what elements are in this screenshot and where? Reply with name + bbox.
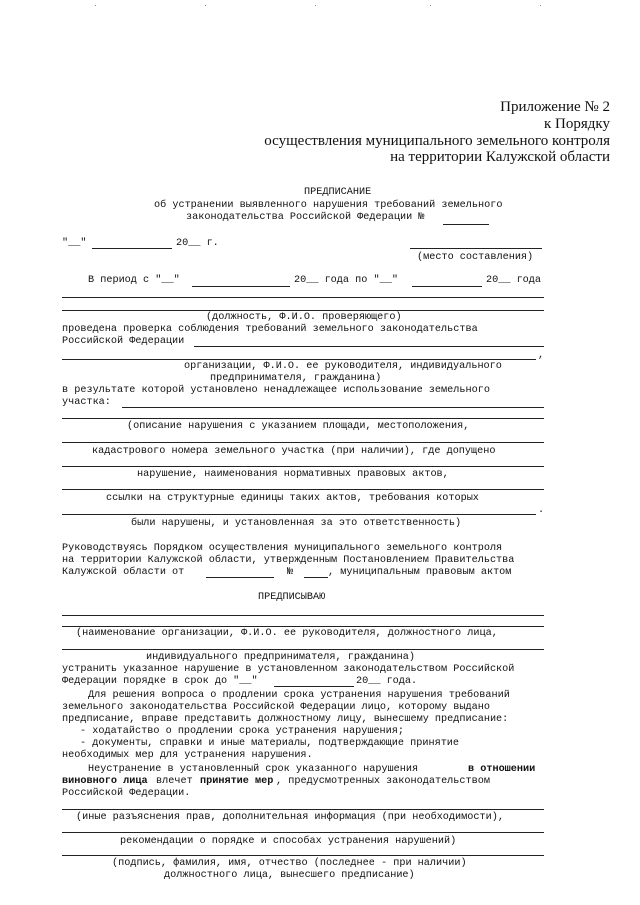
failure-text-1a: Неустранение в установленный срок указанного нарушения xyxy=(88,764,419,775)
extension-text-2: земельного законодательства Российской Федерации лицо, которому выдано xyxy=(62,702,490,713)
failure-text-2d: , предусмотренных законодательством xyxy=(276,776,490,787)
guided-date-blank xyxy=(206,577,274,578)
checked-text-1: проведена проверка соблюдения требований земельного законодательства xyxy=(62,324,478,335)
violation-line-5 xyxy=(62,489,544,490)
footer-caption-3: (подпись, фамилия, имя, отчество (последнее - при наличии) xyxy=(112,858,467,869)
checked-text-2: Российской Федерации xyxy=(62,336,185,347)
prescribe-line-3 xyxy=(62,649,544,650)
org-comma: , xyxy=(538,350,545,361)
guided-number-blank xyxy=(304,577,328,578)
footer-caption-4: должностного лица, вынесшего предписание) xyxy=(164,870,415,881)
period-month1-blank xyxy=(192,286,290,287)
eliminate-text-1: устранить указанное нарушение в установленном законодательством Российской xyxy=(62,664,515,675)
desc-caption-1: (описание нарушения с указанием площади, местоположения, xyxy=(127,421,470,432)
failure-text-2b: влечет xyxy=(156,776,193,787)
date-month-blank xyxy=(92,248,172,249)
extension-bullet-2: - документы, справки и иные материалы, подтверждающие принятие xyxy=(80,738,460,749)
header-to-procedure: к Порядку xyxy=(544,116,610,132)
desc-caption-4: ссылки на структурные единицы таких актов, требования которых xyxy=(106,493,479,504)
org-caption-2: предпринимателя, гражданина) xyxy=(210,373,382,384)
scan-speck xyxy=(205,5,206,6)
failure-text-3: Российской Федерации. xyxy=(62,788,191,799)
doc-title: ПРЕДПИСАНИЕ xyxy=(304,187,372,198)
desc-caption-3: нарушение, наименования нормативных правовых актов, xyxy=(137,469,449,480)
scan-speck xyxy=(430,5,431,6)
org-line-2 xyxy=(62,359,536,360)
violation-period: . xyxy=(538,505,545,516)
period-month2-blank xyxy=(412,286,482,287)
inspector-caption: (должность, Ф.И.О. проверяющего) xyxy=(206,312,402,323)
prescribe-line-1 xyxy=(62,615,544,616)
violation-line-4 xyxy=(62,466,544,467)
doc-subtitle-1: об устранении выявленного нарушения требований земельного xyxy=(154,200,503,211)
scan-speck xyxy=(540,5,541,6)
period-start: В период с "__" xyxy=(88,275,180,286)
place-caption: (место составления) xyxy=(417,252,534,263)
extension-text-1: Для решения вопроса о продлении срока устранения нарушения требований xyxy=(88,690,510,701)
footer-line-1 xyxy=(62,809,544,810)
period-mid: 20__ года по "__" xyxy=(294,275,398,286)
violation-line-6 xyxy=(62,514,536,515)
inspector-line-2 xyxy=(62,310,544,311)
prescribe-line-2 xyxy=(62,626,544,627)
prescribe-caption-1: (наименование организации, Ф.И.О. ее руководителя, должностного лица, xyxy=(76,628,498,639)
guided-text-1: Руководствуясь Порядком осуществления муниципального земельного контроля xyxy=(62,543,503,554)
number-blank xyxy=(443,224,489,225)
extension-text-3: предписание, вправе представить должностному лицу, вынесшему предписание: xyxy=(62,714,509,725)
org-caption-1: организации, Ф.И.О. ее руководителя, индивидуального xyxy=(184,361,502,372)
extension-bullet-1: - ходатайство о продлении срока устранения нарушения; xyxy=(80,726,405,737)
failure-text-1b: в отношении xyxy=(468,764,536,775)
date-year: 20__ г. xyxy=(176,238,219,249)
violation-line-3 xyxy=(62,442,544,443)
place-blank xyxy=(410,248,542,249)
org-line-1 xyxy=(194,346,544,347)
violation-line-1 xyxy=(122,407,544,408)
failure-text-2a: виновного лица xyxy=(62,776,148,787)
date-day: "__" xyxy=(62,238,87,249)
footer-line-3 xyxy=(62,855,544,856)
prescribe-heading: ПРЕДПИСЫВАЮ xyxy=(258,592,326,603)
violation-line-2 xyxy=(62,418,544,419)
prescribe-caption-2: индивидуального предпринимателя, гражданина) xyxy=(146,652,415,663)
footer-caption-1: (иные разъяснения прав, дополнительная информация (при необходимости), xyxy=(76,812,504,823)
eliminate-text-2a: Федерации порядке в срок до "__" xyxy=(62,676,258,687)
deadline-blank xyxy=(274,686,354,687)
footer-line-2 xyxy=(62,832,544,833)
footer-caption-2: рекомендации о порядке и способах устранения нарушений) xyxy=(120,836,457,847)
header-appendix: Приложение № 2 xyxy=(500,99,610,115)
guided-text-2: на территории Калужской области, утвержденным Постановлением Правительства xyxy=(62,555,515,566)
guided-text-3a: Калужской области от xyxy=(62,567,185,578)
scan-speck xyxy=(315,5,316,6)
desc-caption-2: кадастрового номера земельного участка (при наличии), где допущено xyxy=(92,446,496,457)
scan-speck xyxy=(95,5,96,6)
result-text-2: участка: xyxy=(62,397,111,408)
header-region: на территории Калужской области xyxy=(390,149,610,165)
extension-bullet-3: необходимых мер для устранения нарушения. xyxy=(62,750,313,761)
doc-subtitle-2: законодательства Российской Федерации № xyxy=(186,212,425,223)
eliminate-text-2b: 20__ года. xyxy=(356,676,418,687)
period-end: 20__ года xyxy=(486,275,542,286)
header-procedure-name: осуществления муниципального земельного контроля xyxy=(264,133,610,149)
guided-number-sign: № xyxy=(287,567,294,578)
result-text-1: в результате которой установлено ненадлежащее использование земельного xyxy=(62,385,490,396)
failure-text-2c: принятие мер xyxy=(200,776,274,787)
desc-caption-5: были нарушены, и установленная за это ответственность) xyxy=(131,518,462,529)
guided-text-3c: , муниципальным правовым актом xyxy=(328,567,512,578)
inspector-line-1 xyxy=(62,297,544,298)
